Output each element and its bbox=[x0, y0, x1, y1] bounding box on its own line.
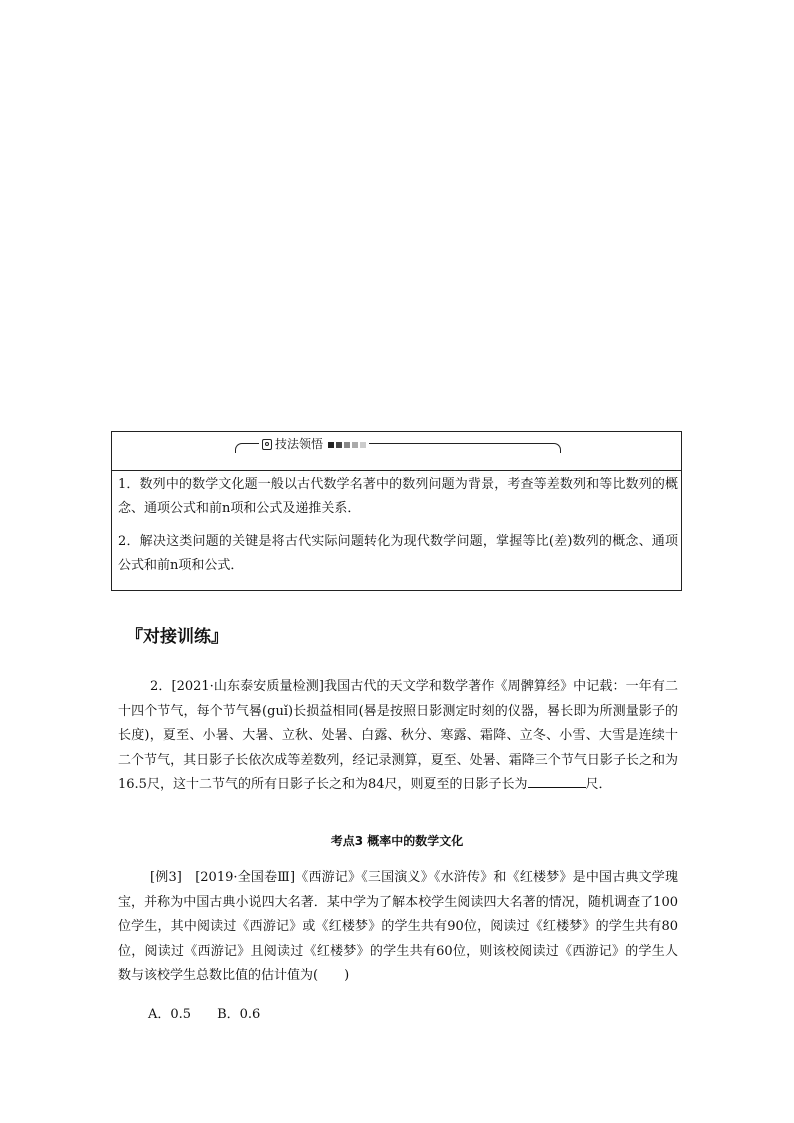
example-3: [例3] [2019·全国卷Ⅲ]《西游记》《三国演义》《水浒传》和《红楼梦》是中国古典文学瑰宝，并称为中国古典小说四大名著．某中学为了解本校学生阅读四大名著的情况，随机调查了100位学生，其中阅读过《西游记》或《红楼梦》的学生共有90位，阅读过《红楼梦》的学生共有80位，阅读过《西游记》且阅读过《红楼梦》的学生共有60位，则该校阅读过《西游记》的学生人数与该校学生总数比值的估计值为( ) bbox=[118, 870, 678, 984]
choice-a: A．0.5 bbox=[148, 1007, 192, 1022]
problem-2 bbox=[118, 675, 678, 798]
section-title: 『对接训练』 bbox=[126, 627, 228, 647]
choice-b: B．0.6 bbox=[217, 1007, 261, 1022]
problem-2-text: 2．[2021·山东泰安质量检测]我国古代的天文学和数学著作《周髀算经》中记载：一年有二十四个节气，每个节气晷(guǐ)长损益相同(晷是按照日影测定时刻的仪器，晷长即为所测量影子的长度)，夏至、小暑、大暑、立秋、处暑、白露、秋分、寒露、霜降、立冬、小雪、大雪是连续十二个节气，其日影子长依次成等差数列，经记录测算，夏至、处暑、霜降三个节气日影子长之和为16.5尺，这十二节气的所有日影子长之和为84尺，则夏至的日影子长为 bbox=[118, 679, 678, 793]
tip-box-title: 技法领悟 bbox=[275, 437, 324, 451]
choices bbox=[148, 1003, 260, 1022]
tip-item-1: 1．数列中的数学文化题一般以古代数学名著中的数列问题为背景，考查等差数列和等比数列的概念、通项公式和前n项和公式及递推关系． bbox=[118, 477, 678, 516]
header-square-0 bbox=[328, 442, 334, 448]
tip-box bbox=[111, 431, 682, 591]
tip-box-header bbox=[112, 432, 681, 471]
tip-item-2: 2．解决这类问题的关键是将古代实际问题转化为现代数学问题，掌握等比(差)数列的概念、通项公式和前n项和公式． bbox=[118, 534, 678, 573]
lightbulb-icon bbox=[262, 439, 272, 450]
header-squares bbox=[326, 436, 366, 452]
subsection-title: 考点3 概率中的数学文化 bbox=[330, 834, 464, 848]
header-square-2 bbox=[344, 442, 350, 448]
header-square-1 bbox=[336, 442, 342, 448]
header-square-3 bbox=[352, 442, 358, 448]
header-label-group bbox=[259, 436, 369, 452]
problem-2-suffix: 尺． bbox=[585, 777, 612, 793]
header-square-4 bbox=[360, 442, 366, 448]
answer-blank bbox=[528, 773, 586, 788]
